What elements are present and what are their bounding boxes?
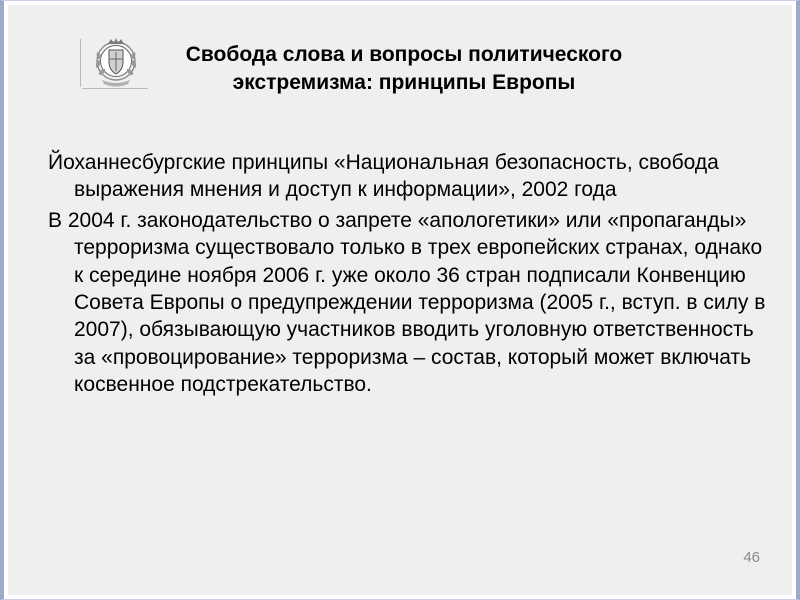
slide [8, 5, 792, 595]
logo-divider-vertical [80, 39, 81, 87]
slide-title [148, 41, 660, 97]
page-number: 46 [743, 549, 760, 566]
slide-body [48, 149, 770, 399]
body-paragraph-johannesburg: Йоханнесбургские принципы «Национальная безопасность, свобода выражения мнения и доступ к информации», 2002 года [48, 151, 719, 202]
body-paragraph-legislation: В 2004 г. законодательство о запрете «апологетики» или «пропаганды» терроризма существовало только в трех европейских странах, однако к середине ноября 2006 г. уже около 36 стран подписали Конвенцию Совета Европы о предупреждении терроризма (2005 г., вступ. в силу в 2007), обязывающую участников вводить уголовную ответственность за «провоцирование» терроризма – состав, который может включать косвенное подстрекательство. [48, 208, 766, 397]
slide-title-line2: экстремизма: принципы Европы [232, 71, 576, 94]
slide-title-line1: Свобода слова и вопросы политического [185, 43, 623, 66]
university-emblem-icon [84, 34, 148, 92]
